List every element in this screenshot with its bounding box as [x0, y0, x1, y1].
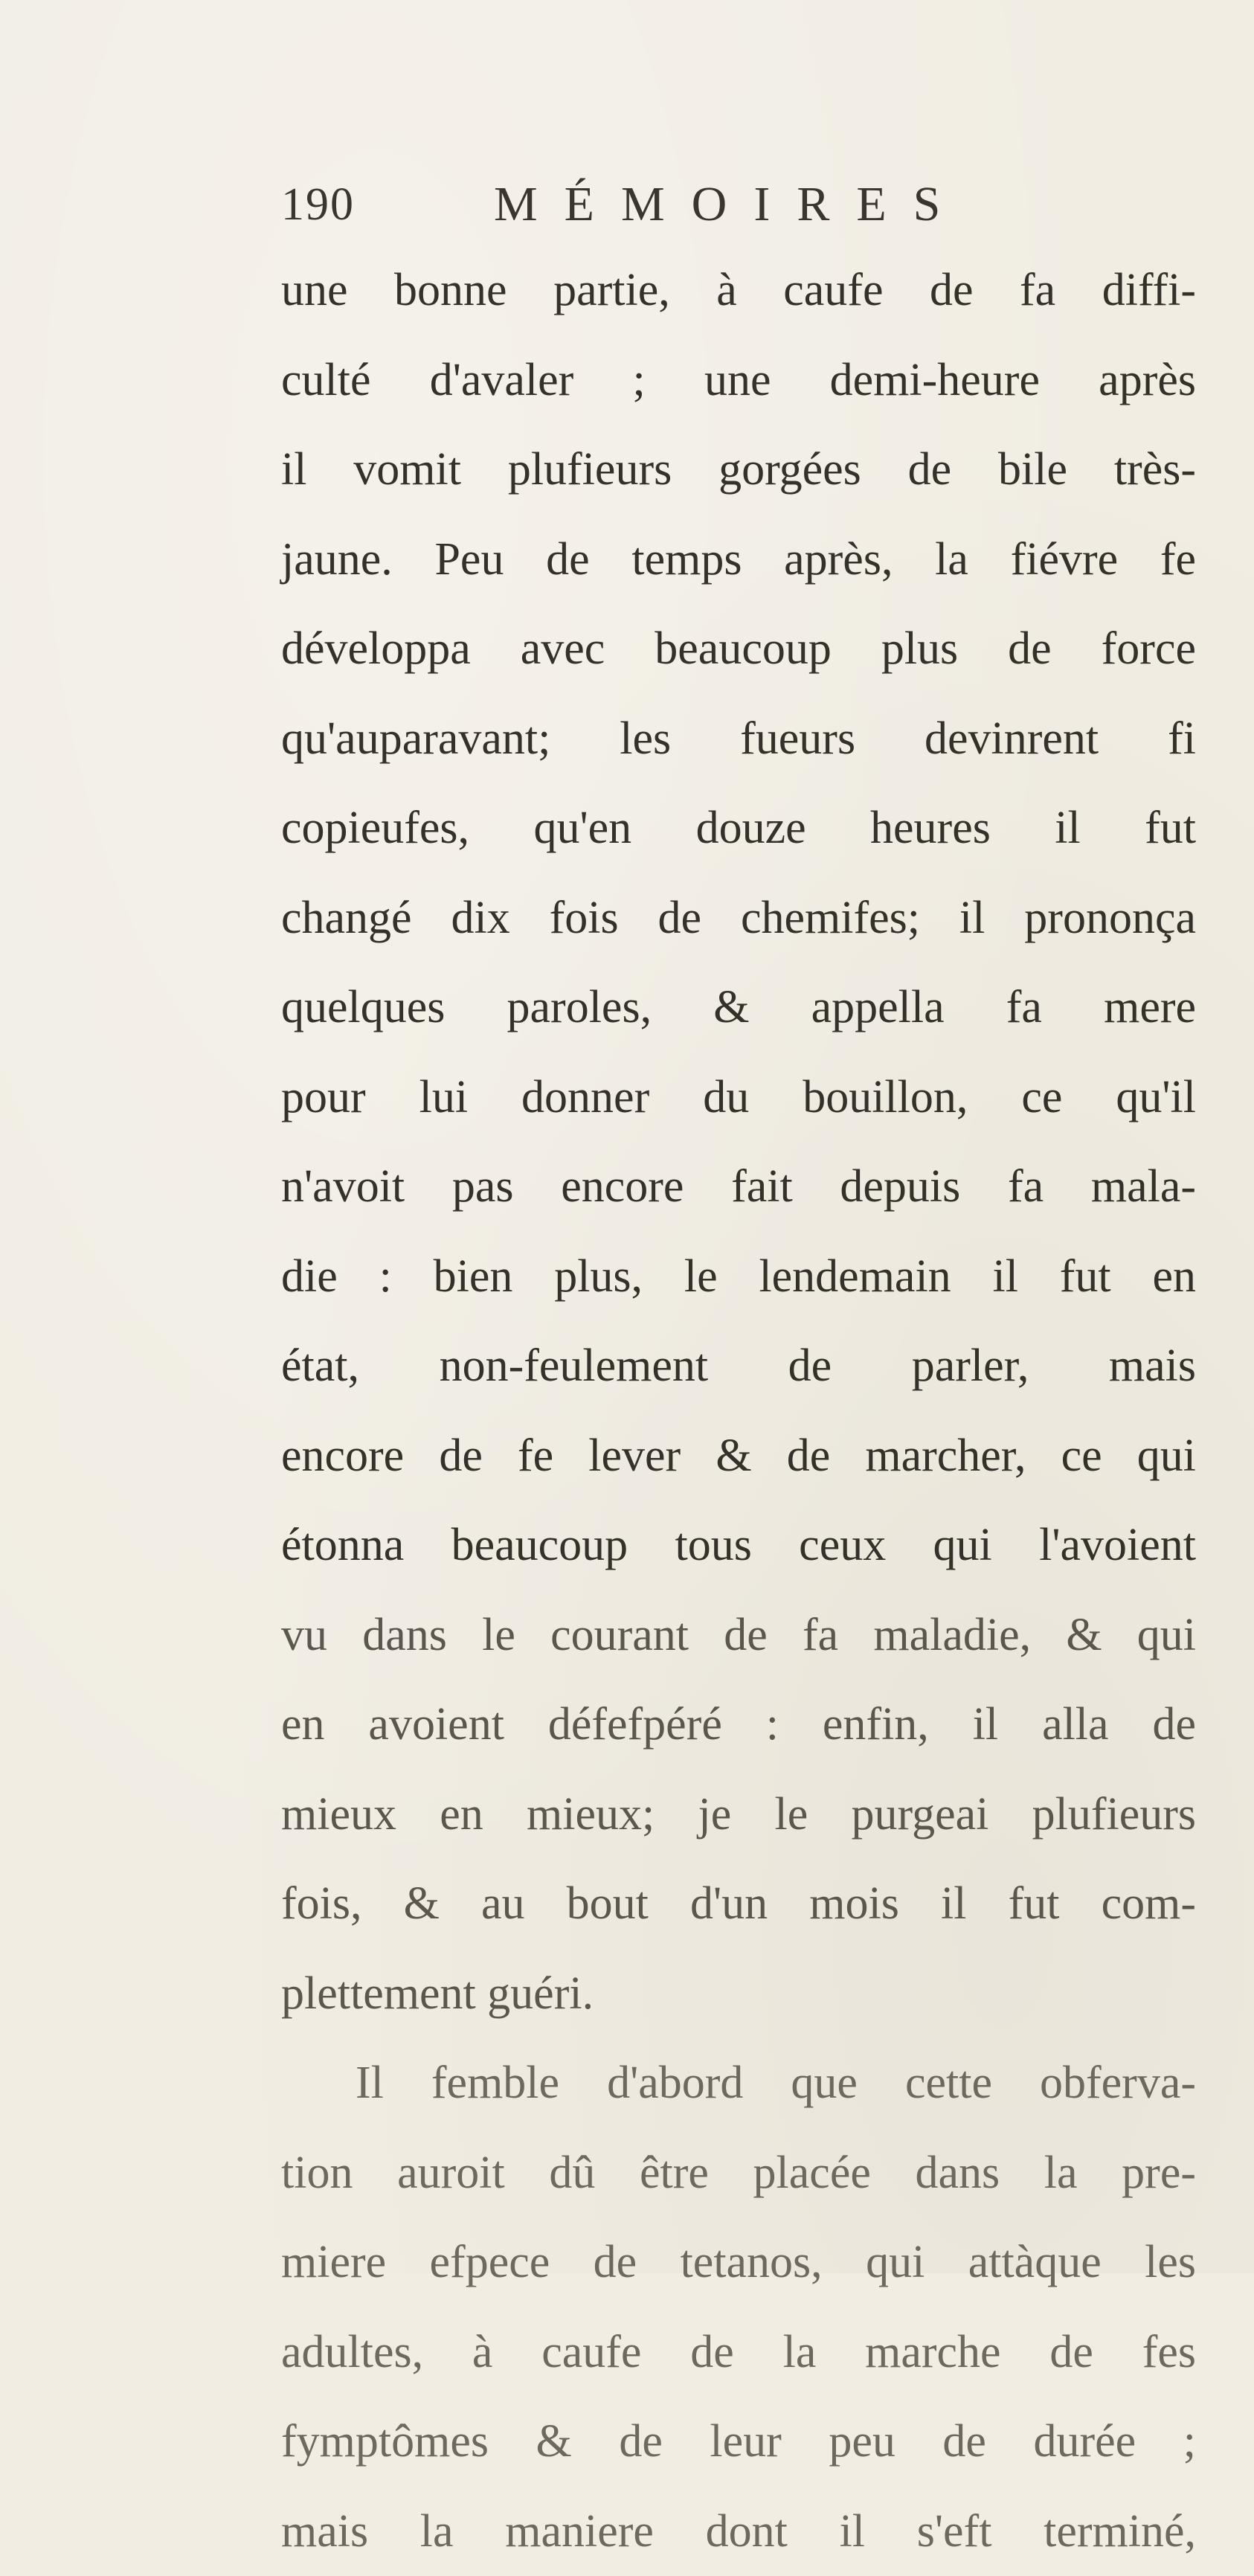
text-line: en avoient défefpéré : enfin, il alla de — [281, 1680, 1196, 1770]
text-line: tion auroit dû être placée dans la pre- — [281, 2128, 1196, 2218]
text-line: die : bien plus, le lendemain il fut en — [281, 1232, 1196, 1322]
text-line: jaune. Peu de temps après, la fiévre fe — [281, 515, 1196, 605]
paragraph-start-line: Il femble d'abord que cette obferva- — [281, 2038, 1196, 2128]
text-line: il vomit plufieurs gorgées de bile très- — [281, 425, 1196, 515]
paragraph-end-line: plettement guéri. — [281, 1949, 1196, 2039]
text-line: mais la maniere dont il s'eft terminé, — [281, 2487, 1196, 2576]
page-number: 190 — [281, 171, 355, 238]
text-line: n'avoit pas encore fait depuis fa mala- — [281, 1142, 1196, 1232]
text-line: vu dans le courant de fa maladie, & qui — [281, 1590, 1196, 1680]
running-head: MÉMOIRES — [494, 171, 967, 238]
text-line: pour lui donner du bouillon, ce qu'il — [281, 1053, 1196, 1143]
text-line: miere efpece de tetanos, qui attàque les — [281, 2217, 1196, 2307]
page-header — [281, 171, 1025, 238]
text-line: fois, & au bout d'un mois il fut com- — [281, 1859, 1196, 1949]
text-line: copieufes, qu'en douze heures il fut — [281, 783, 1196, 873]
text-line: qu'auparavant; les fueurs devinrent fi — [281, 694, 1196, 784]
text-line: étonna beaucoup tous ceux qui l'avoient — [281, 1500, 1196, 1590]
body-text — [281, 245, 1196, 2576]
text-line: adultes, à caufe de la marche de fes — [281, 2307, 1196, 2397]
text-line: mieux en mieux; je le purgeai plufieurs — [281, 1770, 1196, 1860]
text-line: état, non-feulement de parler, mais — [281, 1321, 1196, 1411]
text-line: développa avec beaucoup plus de force — [281, 604, 1196, 694]
text-line: encore de fe lever & de marcher, ce qui — [281, 1411, 1196, 1501]
text-line: fymptômes & de leur peu de durée ; — [281, 2397, 1196, 2487]
text-line: quelques paroles, & appella fa mere — [281, 963, 1196, 1053]
text-line: une bonne partie, à caufe de fa diffi- — [281, 245, 1196, 335]
text-line: culté d'avaler ; une demi-heure après — [281, 335, 1196, 425]
text-line: changé dix fois de chemifes; il prononça — [281, 873, 1196, 963]
